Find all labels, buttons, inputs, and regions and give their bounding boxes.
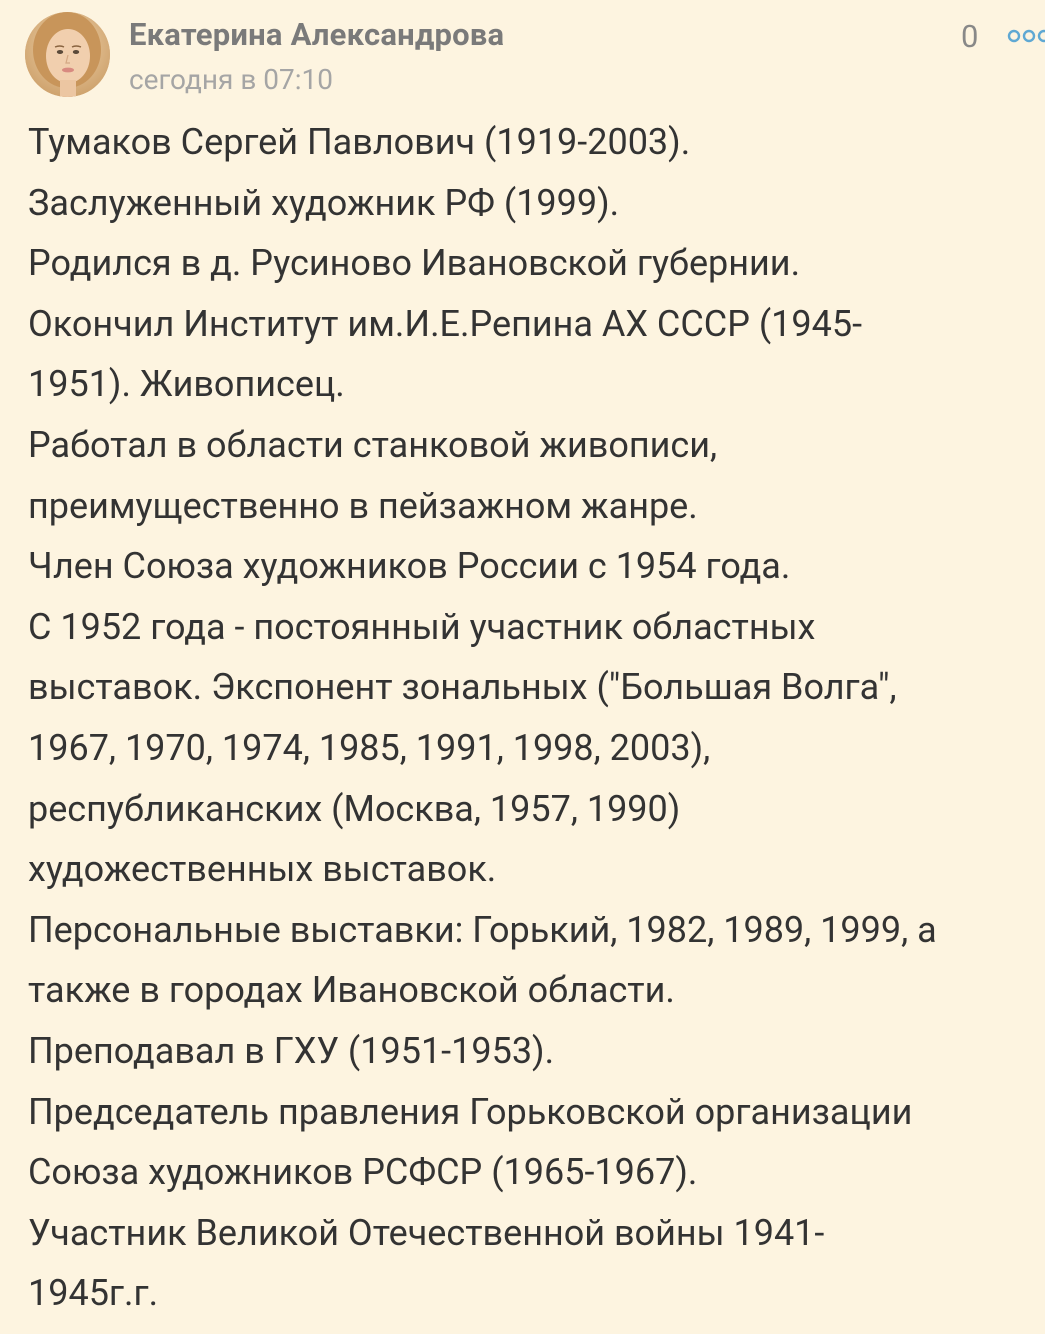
- post-line: Председатель правления Горьковской организации: [28, 1090, 913, 1133]
- like-count[interactable]: 0: [961, 18, 979, 55]
- post-line: Преподавал в ГХУ (1951-1953).: [28, 1029, 555, 1072]
- post-line: Персональные выставки: Горький, 1982, 1989, 1999, а: [28, 908, 937, 951]
- post-line: Тумаков Сергей Павлович (1919-2003).: [28, 121, 691, 163]
- post-line: Заслуженный художник РФ (1999).: [28, 181, 620, 224]
- post-body: [28, 112, 1045, 1324]
- post-line: Член Союза художников России с 1954 года.: [28, 545, 791, 588]
- post-line: 1951). Живописец.: [28, 363, 345, 406]
- post-line: выставок. Экспонент зональных ("Большая Волга",: [28, 666, 897, 709]
- post-line: республиканских (Москва, 1957, 1990): [28, 787, 681, 830]
- post-line: Окончил Институт им.И.Е.Репина АХ СССР (1945-: [28, 302, 863, 345]
- more-dots-icon[interactable]: [1007, 26, 1045, 46]
- post-line: также в городах Ивановской области.: [28, 969, 675, 1012]
- post-line: Родился в д. Русиново Ивановской губернии.: [28, 242, 801, 285]
- post-line: 1945г.г.: [28, 1272, 159, 1315]
- author-avatar[interactable]: [25, 12, 110, 97]
- post-line: художественных выставок.: [28, 848, 497, 891]
- post-timestamp: сегодня в 07:10: [129, 63, 334, 96]
- user-avatar-photo: [25, 12, 110, 97]
- post-line: Союза художников РСФСР (1965-1967).: [28, 1151, 698, 1194]
- post-line: 1967, 1970, 1974, 1985, 1991, 1998, 2003),: [28, 726, 711, 769]
- post-line: С 1952 года - постоянный участник областных: [28, 605, 816, 648]
- post-line: преимущественно в пейзажном жанре.: [28, 484, 698, 527]
- post-line: Участник Великой Отечественной войны 1941-: [28, 1211, 825, 1254]
- post-line: Работал в области станковой живописи,: [28, 423, 718, 466]
- author-name[interactable]: Екатерина Александрова: [129, 16, 505, 53]
